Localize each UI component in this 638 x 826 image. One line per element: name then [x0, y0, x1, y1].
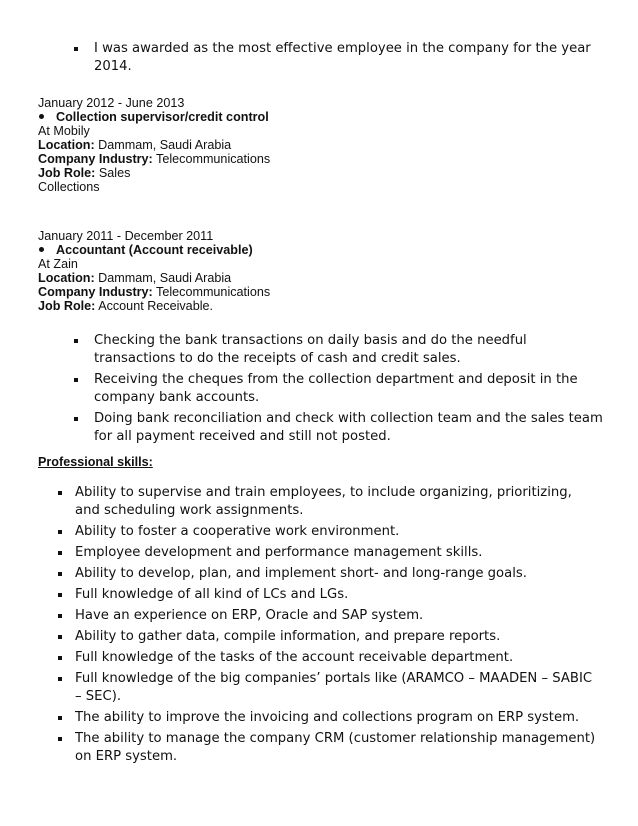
job-extra: Collections — [38, 180, 100, 194]
square-bullet-icon — [74, 417, 78, 421]
skills-heading: Professional skills: — [38, 455, 153, 469]
job-industry: Company Industry: Telecommunications — [38, 152, 271, 166]
job-title-row — [38, 110, 458, 124]
square-bullet-icon — [58, 491, 62, 495]
square-bullet-icon — [58, 614, 62, 618]
list-item: Ability to supervise and train employees, to include organizing, prioritizing, and scheduling work assignments. — [75, 484, 600, 520]
square-bullet-icon — [74, 47, 78, 51]
job-industry: Company Industry: Telecommunications — [38, 285, 271, 299]
list-item: The ability to improve the invoicing and collections program on ERP system. — [75, 709, 600, 727]
job-company: At Mobily — [38, 124, 90, 138]
list-item: I was awarded as the most effective employee in the company for the year 2014. — [94, 40, 594, 76]
job-dates: January 2012 - June 2013 — [38, 96, 185, 110]
list-item: The ability to manage the company CRM (customer relationship management) on ERP system. — [75, 730, 600, 766]
square-bullet-icon — [58, 635, 62, 639]
list-item: Employee development and performance management skills. — [75, 544, 600, 562]
square-bullet-icon — [74, 339, 78, 343]
square-bullet-icon — [58, 551, 62, 555]
list-item: Full knowledge of the tasks of the account receivable department. — [75, 649, 600, 667]
square-bullet-icon — [58, 530, 62, 534]
square-bullet-icon — [58, 593, 62, 597]
job-dates: January 2011 - December 2011 — [38, 229, 214, 243]
square-bullet-icon — [58, 737, 62, 741]
job-location: Location: Dammam, Saudi Arabia — [38, 138, 232, 152]
job-company: At Zain — [38, 257, 78, 271]
round-bullet-icon — [39, 114, 44, 119]
square-bullet-icon — [58, 716, 62, 720]
list-item: Ability to develop, plan, and implement short- and long-range goals. — [75, 565, 600, 583]
list-item: Ability to foster a cooperative work environment. — [75, 523, 600, 541]
list-item: Full knowledge of the big companies’ portals like (ARAMCO – MAADEN – SABIC – SEC). — [75, 670, 600, 706]
job-entry-mobily — [38, 96, 458, 194]
square-bullet-icon — [58, 677, 62, 681]
round-bullet-icon — [39, 247, 44, 252]
list-item: Receiving the cheques from the collection department and deposit in the company bank accounts. — [94, 371, 604, 407]
award-list — [94, 40, 594, 76]
job-location: Location: Dammam, Saudi Arabia — [38, 271, 232, 285]
zain-duties-list — [94, 332, 604, 446]
square-bullet-icon — [74, 378, 78, 382]
job-title: Collection supervisor/credit control — [56, 110, 269, 124]
job-title: Accountant (Account receivable) — [56, 243, 253, 257]
list-item: Doing bank reconciliation and check with collection team and the sales team for all payment received and still not posted. — [94, 410, 604, 446]
square-bullet-icon — [58, 656, 62, 660]
job-role: Job Role: Sales — [38, 166, 131, 180]
list-item: Checking the bank transactions on daily basis and do the needful transactions to do the receipts of cash and credit sales. — [94, 332, 604, 368]
square-bullet-icon — [58, 572, 62, 576]
list-item: Full knowledge of all kind of LCs and LGs. — [75, 586, 600, 604]
job-entry-zain — [38, 229, 458, 313]
skills-list — [75, 484, 600, 766]
job-role: Job Role: Account Receivable. — [38, 299, 213, 313]
job-title-row — [38, 243, 458, 257]
list-item: Have an experience on ERP, Oracle and SAP system. — [75, 607, 600, 625]
list-item: Ability to gather data, compile information, and prepare reports. — [75, 628, 600, 646]
